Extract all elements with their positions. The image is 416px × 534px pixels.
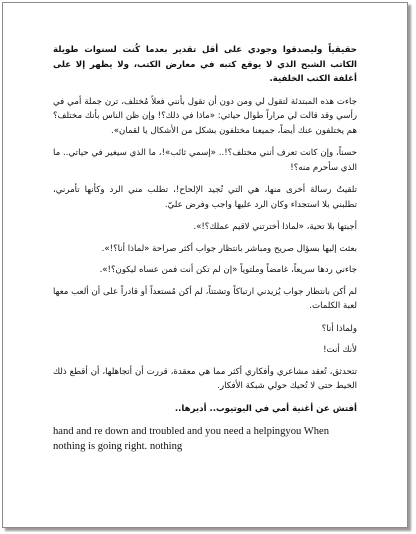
paragraph-5: أجبتها بلا تحية، «لماذا أخترتني لاقيم عملك؟!». [193,222,357,232]
document-page [2,2,408,528]
english-lyrics [53,424,357,454]
english-line-1: hand and re down and troubled and you need a helping‏you When [53,426,330,437]
paragraph-10: لأنك أنت! [323,345,357,355]
paragraph-6: بعثت إليها بسؤال صريح ومباشر بانتظار جواب أكثر صراحة «لماذا أنا؟!». [101,243,357,254]
paragraph-4: تلقيتُ رسالة أخرى منها، هي التي تُجيد الإلحاح!، تطلب مني الرد وكأنها تأمرني، تطلبني بلا استجداء وكان الرد عليها واجب وفرض عليّ. [53,185,357,210]
paragraph-9: ولماذا أنا؟ [321,323,357,334]
paragraph-7: جاءني ردها سريعاً، غامضاً وملتوياً «إن لم تكن أنت فمن عساه ليكون؟!». [99,265,357,275]
paragraph-3: حسناً، وإن كانت تعرف أنني مختلف؟!.. «إسمي ثائب»!، ما الذي سيغير في حياتي.. ما الذي سأحرم منه؟! [53,148,357,173]
paragraph-12: أفتش عن أغنية أمي في اليوتيوب.. أديرها.. [174,403,357,414]
english-line-2: nothing is going right. ‏nothing [53,441,183,452]
paragraph-8: لم أكن بانتظار جواب يُزيدني ارتباكاً وتشتتاً، لم أكن مُستعداً أو قادراً على أن ألعب معها لعبة الكلمات. [53,286,357,311]
paragraph-1: حقيقياً وليصدقوا وجودي على أقل تقدير بعدما كُنت لسنوات طويلة الكاتب الشبح الذي لا يوقع كتبه في معارض الكتب، ولا يظهر إلا على أغلفة الكتب الخلفية. [53,45,357,84]
paragraph-2: جاءت هذه المبتدئة لتقول لي ومن دون أن تقول بأنني فعلاً مُختلف، ترن جملة أمي في رأسي وقد قالت لي مراراً طوال حياتي: «ماذا في ذلك؟! وإن ظن الناس بأنك مختلف؟ هم يختلفون عنك أيضاً، جميعنا مختلفون بشكل من الأشكال يا لقمان». [53,96,357,136]
paragraph-11: تتحدثق، تُعقد مشاعري وأفكاري أكثر مما هي معقدة، قررت أن أتجاهلها، أن أقطع ذلك الخيط حتى لا تُحيك حولي شبكة الأفكار. [53,366,357,391]
page-content [53,43,357,454]
